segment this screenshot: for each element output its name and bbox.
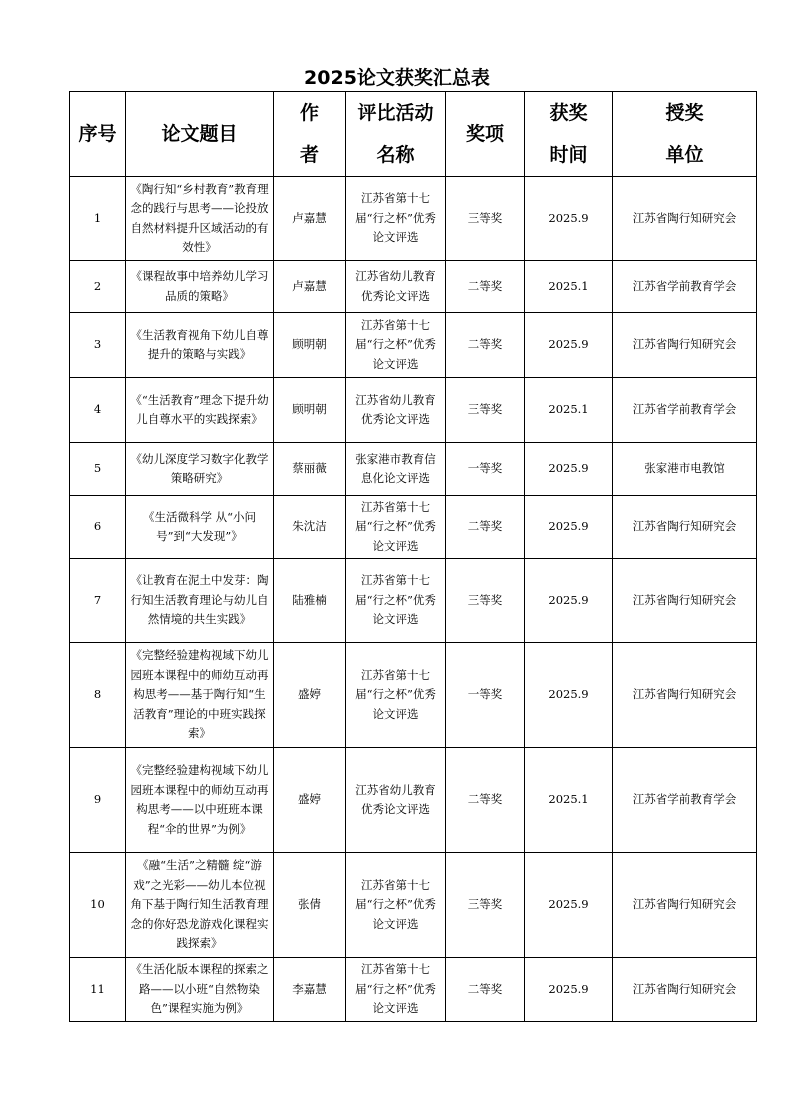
cell-author: 陆雅楠 bbox=[274, 559, 346, 643]
cell-unit: 江苏省学前教育学会 bbox=[613, 378, 757, 443]
cell-paper-title: 《“生活教育”理念下提升幼儿自尊水平的实践探索》 bbox=[126, 378, 274, 443]
cell-time: 2025.9 bbox=[525, 177, 613, 261]
cell-unit: 江苏省学前教育学会 bbox=[613, 261, 757, 313]
cell-index: 11 bbox=[70, 958, 126, 1022]
cell-index: 6 bbox=[70, 496, 126, 559]
cell-paper-title: 《生活化版本课程的探索之路——以小班“自然物染色”课程实施为例》 bbox=[126, 958, 274, 1022]
header-time-line1: 获奖 bbox=[549, 102, 588, 124]
cell-index: 8 bbox=[70, 643, 126, 748]
cell-time: 2025.9 bbox=[525, 643, 613, 748]
cell-unit: 江苏省陶行知研究会 bbox=[613, 313, 757, 378]
cell-index: 1 bbox=[70, 177, 126, 261]
header-unit bbox=[613, 92, 757, 177]
cell-author: 盛婷 bbox=[274, 643, 346, 748]
cell-time: 2025.9 bbox=[525, 853, 613, 958]
cell-award: 一等奖 bbox=[446, 643, 525, 748]
cell-activity: 江苏省第十七届“行之杯”优秀论文评选 bbox=[346, 496, 446, 559]
cell-award: 三等奖 bbox=[446, 177, 525, 261]
cell-paper-title: 《生活教育视角下幼儿自尊提升的策略与实践》 bbox=[126, 313, 274, 378]
cell-paper-title: 《融“生活”之精髓 绽“游戏”之光彩——幼儿本位视角下基于陶行知生活教育理念的你好恐龙游戏化课程实践探索》 bbox=[126, 853, 274, 958]
header-author-line2: 者 bbox=[299, 144, 319, 166]
header-activity-line1: 评比活动 bbox=[357, 102, 434, 124]
cell-paper-title: 《完整经验建构视域下幼儿园班本课程中的师幼互动再构思考——以中班班本课程“伞的世界”为例》 bbox=[126, 748, 274, 853]
awards-table bbox=[69, 91, 757, 1022]
header-time bbox=[525, 92, 613, 177]
page-title: 2025论文获奖汇总表 bbox=[304, 67, 490, 89]
cell-time: 2025.1 bbox=[525, 378, 613, 443]
cell-unit: 江苏省陶行知研究会 bbox=[613, 958, 757, 1022]
cell-activity: 江苏省第十七届“行之杯”优秀论文评选 bbox=[346, 559, 446, 643]
cell-index: 10 bbox=[70, 853, 126, 958]
table-row bbox=[70, 443, 757, 496]
cell-award: 二等奖 bbox=[446, 958, 525, 1022]
cell-author: 李嘉慧 bbox=[274, 958, 346, 1022]
cell-author: 顾明朝 bbox=[274, 378, 346, 443]
cell-award: 三等奖 bbox=[446, 853, 525, 958]
cell-award: 三等奖 bbox=[446, 378, 525, 443]
header-index: 序号 bbox=[70, 92, 126, 177]
header-award: 奖项 bbox=[446, 92, 525, 177]
cell-author: 盛婷 bbox=[274, 748, 346, 853]
cell-paper-title: 《幼儿深度学习数字化教学策略研究》 bbox=[126, 443, 274, 496]
table-row bbox=[70, 643, 757, 748]
cell-paper-title: 《完整经验建构视域下幼儿园班本课程中的师幼互动再构思考——基于陶行知“生活教育”理论的中班实践探索》 bbox=[126, 643, 274, 748]
cell-author: 卢嘉慧 bbox=[274, 261, 346, 313]
cell-index: 4 bbox=[70, 378, 126, 443]
cell-activity: 江苏省第十七届“行之杯”优秀论文评选 bbox=[346, 177, 446, 261]
cell-author: 朱沈洁 bbox=[274, 496, 346, 559]
cell-time: 2025.9 bbox=[525, 313, 613, 378]
table-row bbox=[70, 177, 757, 261]
cell-paper-title: 《陶行知“乡村教育”教育理念的践行与思考——论投放自然材料提升区域活动的有效性》 bbox=[126, 177, 274, 261]
cell-activity: 江苏省第十七届“行之杯”优秀论文评选 bbox=[346, 958, 446, 1022]
cell-time: 2025.1 bbox=[525, 261, 613, 313]
table-row bbox=[70, 748, 757, 853]
cell-activity: 江苏省幼儿教育优秀论文评选 bbox=[346, 378, 446, 443]
cell-paper-title: 《让教育在泥土中发芽：陶行知生活教育理论与幼儿自然情境的共生实践》 bbox=[126, 559, 274, 643]
cell-index: 5 bbox=[70, 443, 126, 496]
table-row bbox=[70, 559, 757, 643]
header-unit-line2: 单位 bbox=[665, 144, 704, 166]
header-unit-line1: 授奖 bbox=[665, 102, 704, 124]
cell-author: 卢嘉慧 bbox=[274, 177, 346, 261]
cell-activity: 江苏省第十七届“行之杯”优秀论文评选 bbox=[346, 643, 446, 748]
cell-unit: 江苏省陶行知研究会 bbox=[613, 559, 757, 643]
cell-unit: 江苏省学前教育学会 bbox=[613, 748, 757, 853]
cell-paper-title: 《课程故事中培养幼儿学习品质的策略》 bbox=[126, 261, 274, 313]
cell-award: 三等奖 bbox=[446, 559, 525, 643]
cell-award: 二等奖 bbox=[446, 261, 525, 313]
cell-award: 一等奖 bbox=[446, 443, 525, 496]
cell-unit: 江苏省陶行知研究会 bbox=[613, 496, 757, 559]
cell-time: 2025.9 bbox=[525, 958, 613, 1022]
header-paper-title: 论文题目 bbox=[126, 92, 274, 177]
cell-time: 2025.1 bbox=[525, 748, 613, 853]
cell-index: 7 bbox=[70, 559, 126, 643]
cell-activity: 江苏省第十七届“行之杯”优秀论文评选 bbox=[346, 853, 446, 958]
header-author bbox=[274, 92, 346, 177]
header-time-line2: 时间 bbox=[549, 144, 588, 166]
cell-time: 2025.9 bbox=[525, 496, 613, 559]
cell-activity: 江苏省第十七届“行之杯”优秀论文评选 bbox=[346, 313, 446, 378]
header-activity bbox=[346, 92, 446, 177]
cell-author: 顾明朝 bbox=[274, 313, 346, 378]
cell-unit: 张家港市电教馆 bbox=[613, 443, 757, 496]
table-row bbox=[70, 853, 757, 958]
cell-index: 2 bbox=[70, 261, 126, 313]
cell-unit: 江苏省陶行知研究会 bbox=[613, 177, 757, 261]
cell-unit: 江苏省陶行知研究会 bbox=[613, 643, 757, 748]
cell-index: 9 bbox=[70, 748, 126, 853]
table-row bbox=[70, 958, 757, 1022]
cell-award: 二等奖 bbox=[446, 748, 525, 853]
cell-paper-title: 《生活微科学 从“小问号”到“大发现”》 bbox=[126, 496, 274, 559]
table-row bbox=[70, 313, 757, 378]
cell-award: 二等奖 bbox=[446, 313, 525, 378]
cell-author: 蔡丽薇 bbox=[274, 443, 346, 496]
header-activity-line2: 名称 bbox=[376, 144, 415, 166]
cell-time: 2025.9 bbox=[525, 443, 613, 496]
table-header-row bbox=[70, 92, 757, 177]
cell-activity: 江苏省幼儿教育优秀论文评选 bbox=[346, 748, 446, 853]
cell-index: 3 bbox=[70, 313, 126, 378]
cell-award: 二等奖 bbox=[446, 496, 525, 559]
table-row bbox=[70, 378, 757, 443]
table-row bbox=[70, 261, 757, 313]
cell-unit: 江苏省陶行知研究会 bbox=[613, 853, 757, 958]
cell-activity: 张家港市教育信息化论文评选 bbox=[346, 443, 446, 496]
table-row bbox=[70, 496, 757, 559]
cell-author: 张倩 bbox=[274, 853, 346, 958]
header-author-line1: 作 bbox=[299, 102, 319, 124]
cell-activity: 江苏省幼儿教育优秀论文评选 bbox=[346, 261, 446, 313]
cell-time: 2025.9 bbox=[525, 559, 613, 643]
